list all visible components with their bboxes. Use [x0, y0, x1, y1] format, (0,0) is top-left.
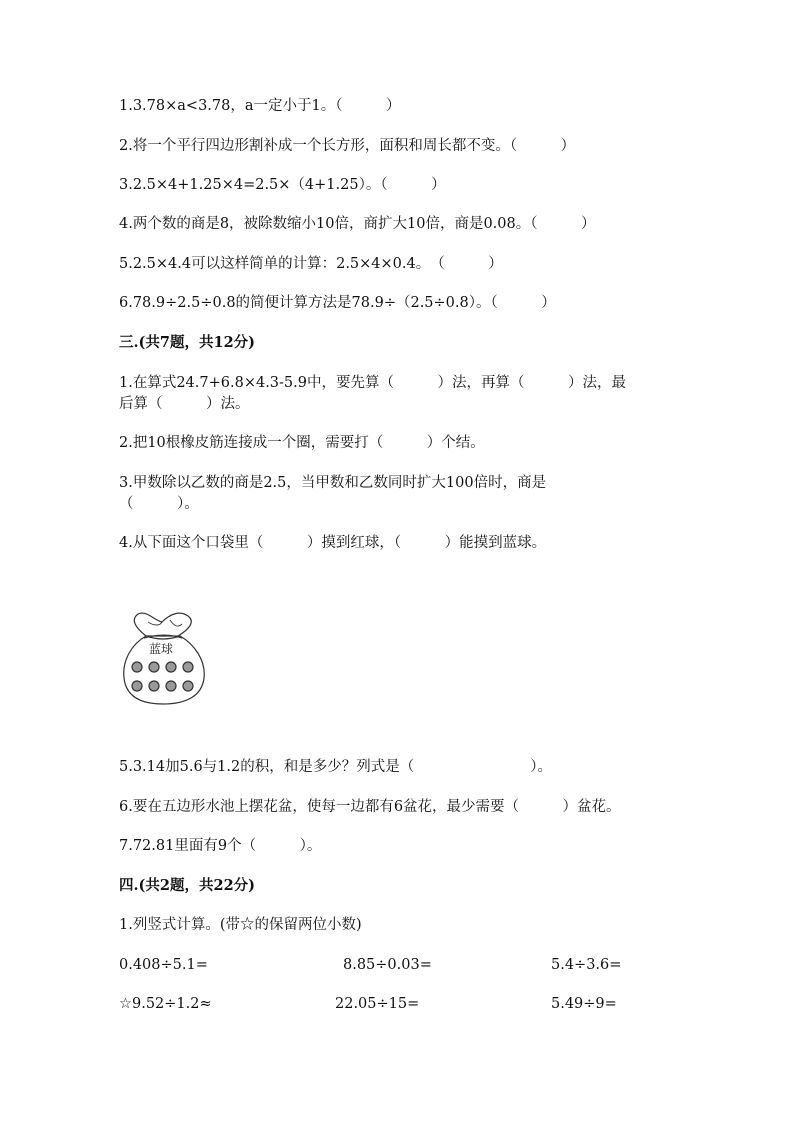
question-3-7: 7.72.81里面有9个（ ）。	[119, 838, 322, 854]
question-3-5: 5.3.14加5.6与1.2的积，和是多少？列式是（ ）。	[119, 759, 552, 775]
calc-expression: 22.05÷15=	[335, 996, 420, 1012]
question-2-5: 5.2.5×4.4可以这样简单的计算：2.5×4×0.4。 （ ）	[119, 256, 503, 272]
question-3-2: 2.把10根橡皮筋连接成一个圈，需要打（ ）个结。	[119, 435, 485, 451]
bag-label: 蓝球	[148, 642, 174, 656]
question-4-1: 1.列竖式计算。(带☆的保留两位小数)	[119, 917, 362, 933]
question-3-6: 6.要在五边形水池上摆花盆，使每一边都有6盆花，最少需要（ ）盆花。	[119, 799, 621, 815]
calc-expression: 8.85÷0.03=	[343, 957, 432, 973]
ball-bag-illustration	[118, 608, 208, 708]
question-2-1: 1.3.78×a<3.78，a一定小于1。（ ）	[119, 98, 401, 114]
question-2-3: 3.2.5×4+1.25×4=2.5×（4+1.25）。（ ）	[119, 177, 446, 193]
section-3-heading: 三.(共7题，共12分)	[119, 334, 256, 351]
calc-expression: 5.4÷3.6=	[551, 957, 622, 973]
question-3-3-line2: （ ）。	[119, 496, 199, 512]
question-2-6: 6.78.9÷2.5÷0.8的简便计算方法是78.9÷（2.5÷0.8）。（ ）	[119, 295, 556, 311]
calc-expression: ☆9.52÷1.2≈	[119, 996, 212, 1012]
section-4-heading: 四.(共2题，共22分)	[119, 877, 256, 894]
calc-expression: 0.408÷5.1=	[119, 957, 208, 973]
question-3-1-line1: 1.在算式24.7+6.8×4.3-5.9中，要先算（ ）法，再算（ ）法，最	[119, 375, 626, 391]
question-3-1-line2: 后算（ ）法。	[119, 396, 250, 412]
question-3-3-line1: 3.甲数除以乙数的商是2.5，当甲数和乙数同时扩大100倍时，商是	[119, 475, 547, 491]
question-2-4: 4.两个数的商是8，被除数缩小10倍，商扩大10倍，商是0.08。（ ）	[119, 216, 596, 232]
question-3-4: 4.从下面这个口袋里（ ）摸到红球，（ ）能摸到蓝球。	[119, 535, 547, 551]
calc-expression: 5.49÷9=	[551, 996, 617, 1012]
question-2-2: 2.将一个平行四边形割补成一个长方形，面积和周长都不变。（ ）	[119, 138, 576, 154]
